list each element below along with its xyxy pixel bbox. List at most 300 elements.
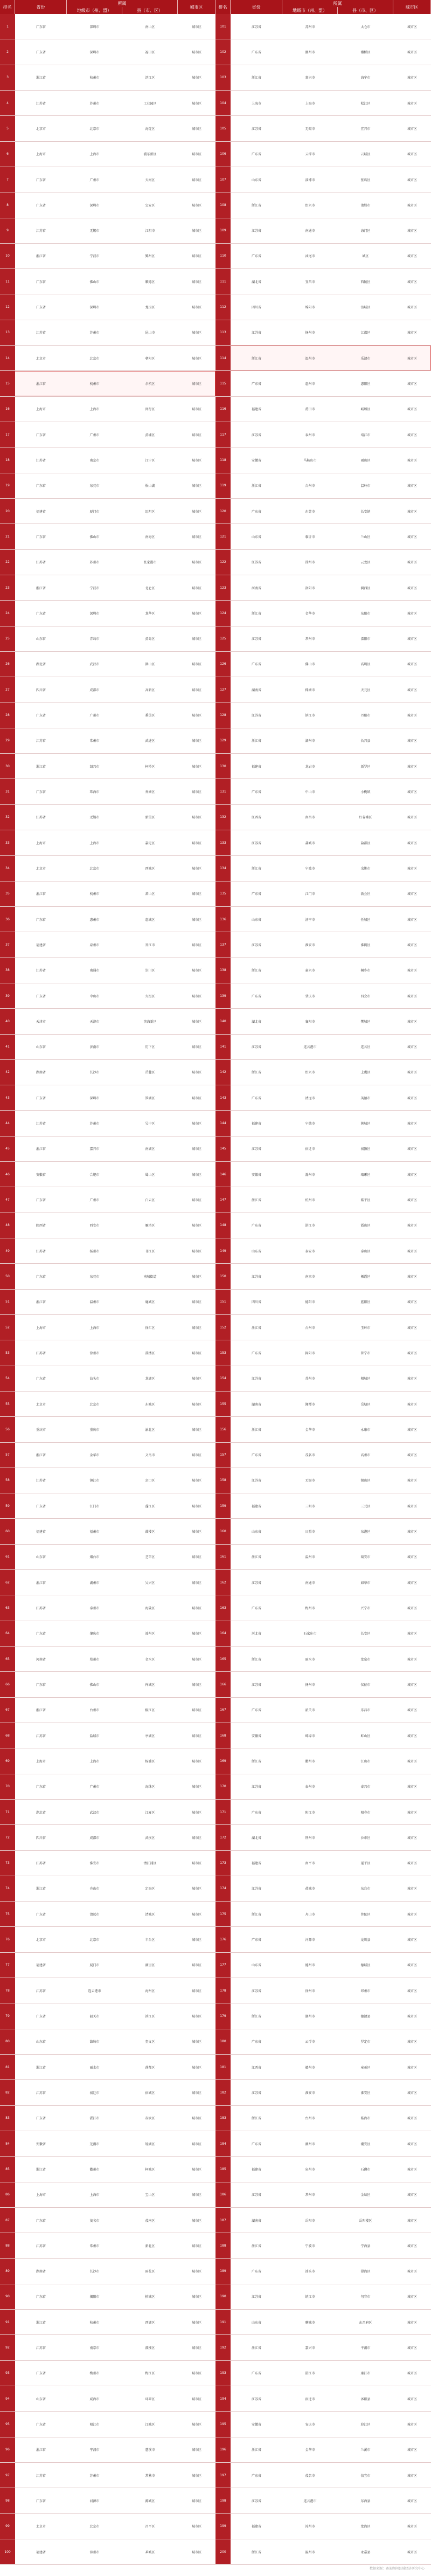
rank-cell: 38	[0, 958, 15, 983]
cell-province: 浙江省	[36, 254, 46, 259]
cell-city: 马鞍山市	[303, 458, 317, 463]
rank-cell: 195	[215, 2412, 231, 2436]
cell-city: 烟台市	[89, 1555, 100, 1560]
cell-province: 广东省	[251, 2270, 261, 2274]
cell-province: 广东省	[36, 1785, 46, 1789]
cell-province: 山东省	[36, 1045, 46, 1050]
table-row	[215, 2488, 431, 2513]
table-row	[0, 779, 215, 804]
cell-city: 淄博市	[305, 178, 315, 182]
cell-province: 河南省	[36, 1657, 46, 1662]
cell-province: 上海市	[36, 1759, 46, 1764]
cell-province: 山东省	[36, 1555, 46, 1560]
cell-city: 常州市	[89, 2244, 100, 2248]
table-row	[215, 1315, 431, 1340]
rank-cell: 41	[0, 1035, 15, 1059]
cell-district: 莲都区	[145, 2065, 155, 2070]
cell-city: 清远市	[305, 1096, 315, 1100]
cell-district: 邗江区	[145, 1249, 155, 1253]
rank-cell: 96	[0, 2437, 15, 2462]
cell-area: 城市区	[407, 2065, 417, 2070]
cell-area: 城市区	[407, 229, 417, 233]
cell-district: 临海市	[360, 2117, 371, 2121]
cell-district: 仪征市	[360, 1683, 371, 1687]
cell-district: 旌阳区	[360, 1300, 371, 1305]
rank-cell: 85	[0, 2157, 15, 2181]
table-row	[0, 294, 215, 320]
cell-province: 浙江省	[251, 2015, 261, 2019]
table-row	[0, 2488, 215, 2513]
cell-province: 广东省	[36, 994, 46, 998]
cell-province: 浙江省	[251, 611, 261, 616]
cell-province: 山东省	[36, 2040, 46, 2044]
cell-area: 城市区	[191, 1785, 201, 1789]
cell-city: 宁波市	[89, 586, 100, 590]
cell-district: 宜兴市	[360, 127, 371, 131]
cell-province: 江苏省	[251, 25, 261, 29]
cell-province: 北京市	[36, 1938, 46, 1943]
table-row	[0, 754, 215, 779]
cell-city: 东莞市	[89, 484, 100, 488]
cell-province: 广东省	[36, 25, 46, 29]
cell-city: 芜湖市	[89, 2142, 100, 2146]
cell-area: 城市区	[191, 1989, 201, 1993]
cell-area: 城市区	[191, 1683, 201, 1687]
rank-cell: 146	[215, 1162, 231, 1187]
rank-cell: 119	[215, 473, 231, 498]
cell-district: 徐汇区	[145, 1326, 155, 1330]
table-row	[215, 1570, 431, 1595]
table-row	[215, 1443, 431, 1468]
table-row	[0, 1468, 215, 1493]
rank-cell: 167	[215, 1698, 231, 1723]
cell-area: 城市区	[407, 2219, 417, 2223]
cell-district: 章贡区	[360, 2065, 371, 2070]
cell-area: 城市区	[407, 433, 417, 437]
rank-cell: 23	[0, 575, 15, 600]
cell-city: 南通市	[305, 229, 315, 233]
cell-district: 龙岗区	[145, 306, 155, 310]
cell-district: 松江区	[360, 101, 371, 106]
rank-cell: 36	[0, 907, 15, 932]
cell-city: 郑州市	[89, 1657, 100, 1662]
header-city-left: 地级市（州、盟）	[67, 7, 122, 14]
cell-district: 永嘉县	[360, 2550, 371, 2554]
cell-city: 常州市	[305, 2193, 315, 2198]
cell-district: 迎江区	[360, 2423, 371, 2427]
cell-area: 城市区	[191, 408, 201, 412]
table-row	[215, 702, 431, 728]
cell-area: 城市区	[407, 509, 417, 514]
cell-province: 广东省	[251, 1351, 261, 1355]
table-row	[0, 1238, 215, 1264]
cell-district: 惠阳区	[360, 382, 371, 387]
cell-province: 浙江省	[251, 2448, 261, 2453]
cell-district: 涪城区	[360, 306, 371, 310]
rank-cell: 102	[215, 39, 231, 64]
table-row	[0, 1595, 215, 1621]
cell-area: 城市区	[407, 2397, 417, 2401]
cell-area: 城市区	[407, 2346, 417, 2351]
cell-province: 江苏省	[36, 1249, 46, 1253]
cell-city: 杭州市	[89, 382, 100, 387]
cell-district: 禅城区	[145, 1683, 155, 1687]
table-row	[215, 2361, 431, 2386]
rank-cell: 40	[0, 1009, 15, 1034]
cell-district: 蚌山区	[360, 1734, 371, 1738]
cell-city: 苏州市	[89, 101, 100, 106]
cell-province: 浙江省	[251, 1071, 261, 1075]
cell-area: 城市区	[191, 1555, 201, 1560]
rank-cell: 199	[215, 2514, 231, 2539]
cell-province: 湖北省	[36, 1810, 46, 1815]
cell-district: 崇川区	[145, 969, 155, 973]
cell-province: 山东省	[251, 535, 261, 539]
rank-cell: 76	[0, 1927, 15, 1952]
table-row	[215, 550, 431, 575]
cell-city: 南京市	[305, 1275, 315, 1279]
table-row	[215, 2412, 431, 2437]
table-row	[215, 1927, 431, 1952]
right-table-body	[215, 14, 431, 2565]
cell-province: 江苏省	[36, 1862, 46, 1866]
rank-cell: 83	[0, 2106, 15, 2131]
cell-province: 湖南省	[251, 1402, 261, 1407]
rank-cell: 9	[0, 218, 15, 243]
rank-cell: 113	[215, 320, 231, 345]
cell-province: 浙江省	[251, 1759, 261, 1764]
cell-district: 江宁区	[145, 458, 155, 463]
cell-area: 城市区	[191, 918, 201, 922]
rank-cell: 168	[215, 1723, 231, 1748]
table-row	[0, 1927, 215, 1952]
cell-province: 江苏省	[251, 943, 261, 947]
cell-province: 广东省	[36, 2372, 46, 2376]
table-row	[215, 1417, 431, 1442]
cell-province: 江苏省	[36, 1989, 46, 1993]
cell-district: 清城区	[145, 1912, 155, 1917]
table-row	[0, 2437, 215, 2463]
rank-cell: 93	[0, 2361, 15, 2386]
cell-district: 端州区	[145, 1632, 155, 1636]
cell-area: 城市区	[407, 2372, 417, 2376]
cell-district: 江都区	[360, 331, 371, 335]
cell-area: 城市区	[407, 2448, 417, 2453]
table-row	[215, 244, 431, 269]
table-row	[215, 805, 431, 830]
cell-district: 余杭区	[145, 382, 155, 387]
cell-district: 宝山区	[145, 2193, 155, 2198]
cell-city: 嘉兴市	[305, 2346, 315, 2351]
rank-cell: 182	[215, 2080, 231, 2105]
cell-area: 城市区	[191, 1479, 201, 1483]
table-row	[0, 371, 215, 396]
cell-city: 温州市	[305, 1555, 315, 1560]
cell-area: 城市区	[191, 790, 201, 795]
cell-city: 宁波市	[305, 866, 315, 871]
cell-district: 兰山区	[360, 535, 371, 539]
cell-province: 重庆市	[36, 1428, 46, 1432]
cell-province: 浙江省	[251, 1912, 261, 1917]
cell-province: 广东省	[251, 382, 261, 387]
cell-district: 兴宁市	[360, 1607, 371, 1611]
table-row	[0, 2080, 215, 2105]
cell-province: 浙江省	[36, 1147, 46, 1152]
table-row	[215, 2310, 431, 2335]
cell-district: 源城区	[145, 2499, 155, 2503]
table-row	[0, 1570, 215, 1595]
table-row	[215, 1085, 431, 1111]
footer-note: 数据来源：赛迪顾问县域经济研究中心	[369, 2567, 425, 2571]
rank-cell: 161	[215, 1545, 231, 1569]
cell-area: 城市区	[191, 1504, 201, 1509]
table-row	[215, 1009, 431, 1034]
cell-district: 武进区	[145, 739, 155, 743]
cell-district: 连云区	[360, 1045, 371, 1050]
cell-city: 厦门市	[89, 1964, 100, 1968]
rank-cell: 135	[215, 881, 231, 906]
cell-city: 湖州市	[305, 2015, 315, 2019]
cell-province: 浙江省	[36, 764, 46, 769]
table-row	[215, 1137, 431, 1162]
cell-district: 南山区	[145, 25, 155, 29]
cell-province: 江苏省	[251, 2091, 261, 2095]
cell-area: 城市区	[191, 1581, 201, 1585]
rank-cell: 95	[0, 2412, 15, 2436]
cell-district: 罗湖区	[145, 1096, 155, 1100]
cell-area: 城市区	[407, 739, 417, 743]
cell-province: 浙江省	[251, 356, 261, 361]
rank-cell: 177	[215, 1953, 231, 1978]
cell-district: 张店区	[360, 178, 371, 182]
cell-area: 城市区	[407, 25, 417, 29]
cell-province: 广东省	[36, 1504, 46, 1509]
cell-area: 城市区	[191, 1020, 201, 1024]
table-row	[0, 805, 215, 830]
cell-district: 北仑区	[145, 586, 155, 590]
cell-district: 兰溪市	[360, 2448, 371, 2453]
cell-city: 德阳市	[305, 1300, 315, 1305]
cell-city: 阳江市	[89, 2423, 100, 2427]
cell-area: 城市区	[191, 2474, 201, 2478]
cell-area: 城市区	[191, 25, 201, 29]
cell-city: 北京市	[89, 356, 100, 361]
table-row	[215, 1876, 431, 1902]
cell-province: 江苏省	[251, 637, 261, 642]
cell-city: 泰安市	[305, 1249, 315, 1253]
cell-province: 福建省	[36, 1530, 46, 1534]
rank-cell: 104	[215, 91, 231, 115]
table-row	[215, 677, 431, 702]
table-row	[0, 1493, 215, 1519]
table-row	[215, 2233, 431, 2258]
cell-province: 广东省	[36, 1199, 46, 1203]
table-row	[215, 447, 431, 473]
cell-city: 聊城市	[305, 2320, 315, 2325]
cell-area: 城市区	[407, 1938, 417, 1943]
cell-district: 西湖区	[145, 2320, 155, 2325]
rank-cell: 19	[0, 473, 15, 498]
table-row	[0, 422, 215, 447]
cell-city: 上海市	[89, 1759, 100, 1764]
cell-province: 北京市	[36, 127, 46, 131]
cell-area: 城市区	[191, 1275, 201, 1279]
cell-city: 河源市	[305, 1938, 315, 1943]
table-row	[0, 575, 215, 601]
cell-city: 北京市	[89, 2525, 100, 2529]
table-row	[0, 1035, 215, 1060]
table-row	[215, 856, 431, 881]
cell-province: 湖北省	[251, 1020, 261, 1024]
left-table	[0, 0, 215, 2565]
cell-area: 城市区	[407, 1836, 417, 1840]
cell-province: 广东省	[251, 1454, 261, 1458]
cell-city: 盐城市	[89, 1734, 100, 1738]
rank-cell: 30	[0, 754, 15, 779]
cell-district: 龙泉市	[360, 1657, 371, 1662]
cell-city: 宿迁市	[305, 1147, 315, 1152]
cell-area: 城市区	[407, 994, 417, 998]
rank-cell: 191	[215, 2310, 231, 2334]
cell-district: 沭阳县	[360, 2397, 371, 2401]
table-row	[0, 1060, 215, 1085]
rank-cell: 73	[0, 1851, 15, 1876]
table-row	[0, 1748, 215, 1774]
cell-province: 广东省	[36, 2015, 46, 2019]
cell-city: 宁波市	[305, 2244, 315, 2248]
table-row	[215, 1264, 431, 1289]
cell-district: 临平区	[360, 1199, 371, 1203]
cell-province: 湖北省	[251, 1836, 261, 1840]
rank-cell: 61	[0, 1545, 15, 1569]
cell-district: 海淀区	[145, 127, 155, 131]
cell-area: 城市区	[407, 1785, 417, 1789]
rank-cell: 151	[215, 1290, 231, 1314]
table-row	[0, 1876, 215, 1902]
cell-area: 城市区	[407, 1734, 417, 1738]
cell-province: 广东省	[251, 1607, 261, 1611]
rank-cell: 10	[0, 244, 15, 268]
cell-area: 城市区	[407, 1224, 417, 1228]
cell-province: 江苏省	[36, 1122, 46, 1126]
header-area-right: 城市区	[393, 0, 431, 14]
cell-province: 山东省	[251, 1964, 261, 1968]
rank-cell: 153	[215, 1340, 231, 1365]
cell-city: 温州市	[305, 356, 315, 361]
cell-area: 城市区	[407, 2244, 417, 2248]
rank-cell: 149	[215, 1238, 231, 1263]
cell-city: 武汉市	[89, 663, 100, 667]
rank-cell: 15	[0, 371, 15, 396]
cell-district: 长兴县	[360, 739, 371, 743]
cell-city: 金华市	[305, 611, 315, 616]
cell-province: 江苏省	[36, 2091, 46, 2095]
cell-area: 城市区	[191, 1709, 201, 1713]
cell-city: 韶关市	[305, 1709, 315, 1713]
cell-area: 城市区	[407, 2295, 417, 2299]
table-row	[215, 142, 431, 167]
cell-district: 武侯区	[145, 1836, 155, 1840]
rank-cell: 134	[215, 856, 231, 880]
table-row	[0, 1290, 215, 1315]
rank-cell: 3	[0, 65, 15, 90]
cell-area: 城市区	[407, 1402, 417, 1407]
table-row	[215, 2539, 431, 2565]
cell-area: 城市区	[407, 203, 417, 208]
cell-district: 雁塔区	[145, 1224, 155, 1228]
cell-province: 广东省	[36, 535, 46, 539]
cell-district: 小榄镇	[360, 790, 371, 795]
table-row	[0, 2003, 215, 2029]
table-row	[215, 2386, 431, 2412]
cell-area: 城市区	[191, 1071, 201, 1075]
table-row	[215, 1060, 431, 1085]
rank-cell: 42	[0, 1060, 15, 1085]
rank-cell: 25	[0, 626, 15, 651]
cell-district: 东昌府区	[359, 2320, 372, 2325]
rank-cell: 131	[215, 779, 231, 804]
cell-city: 台州市	[305, 2117, 315, 2121]
cell-district: 新北区	[145, 2244, 155, 2248]
cell-district: 丰台区	[145, 1938, 155, 1943]
cell-area: 城市区	[191, 1862, 201, 1866]
cell-district: 罗定市	[360, 2040, 371, 2044]
cell-district: 梅江区	[145, 2372, 155, 2376]
header-rank-right: 排名	[215, 0, 231, 14]
cell-district: 宿城区	[145, 2091, 155, 2095]
cell-area: 城市区	[191, 356, 201, 361]
cell-district: 义乌市	[145, 1454, 155, 1458]
rank-cell: 176	[215, 1927, 231, 1952]
cell-area: 城市区	[191, 101, 201, 106]
cell-city: 绍兴市	[305, 1071, 315, 1075]
rank-cell: 124	[215, 601, 231, 625]
cell-area: 城市区	[191, 2040, 201, 2044]
cell-province: 江苏省	[36, 969, 46, 973]
cell-area: 城市区	[407, 637, 417, 642]
rank-cell: 171	[215, 1800, 231, 1824]
cell-area: 城市区	[191, 1887, 201, 1891]
cell-district: 龙海区	[360, 2525, 371, 2529]
rank-cell: 150	[215, 1264, 231, 1289]
rank-cell: 60	[0, 1519, 15, 1544]
cell-district: 龙川县	[360, 1938, 371, 1943]
rank-cell: 123	[215, 575, 231, 600]
cell-district: 慈溪市	[145, 2448, 155, 2453]
cell-district: 柯城区	[145, 2167, 155, 2172]
cell-area: 城市区	[191, 1734, 201, 1738]
cell-area: 城市区	[191, 561, 201, 565]
cell-city: 舟山市	[89, 1887, 100, 1891]
table-row	[0, 447, 215, 473]
table-row	[0, 91, 215, 116]
cell-city: 潮州市	[305, 2142, 315, 2146]
cell-area: 城市区	[407, 1326, 417, 1330]
rank-cell: 132	[215, 805, 231, 830]
cell-province: 江苏省	[36, 816, 46, 820]
rank-cell: 179	[215, 2003, 231, 2028]
cell-city: 南通市	[89, 969, 100, 973]
cell-area: 城市区	[407, 254, 417, 259]
cell-area: 城市区	[191, 2295, 201, 2299]
cell-province: 江苏省	[36, 2244, 46, 2248]
cell-city: 珠海市	[89, 790, 100, 795]
table-row	[215, 320, 431, 346]
cell-district: 余姚市	[360, 866, 371, 871]
cell-district: 高州市	[360, 1454, 371, 1458]
cell-area: 城市区	[407, 816, 417, 820]
cell-city: 宿迁市	[305, 2397, 315, 2401]
